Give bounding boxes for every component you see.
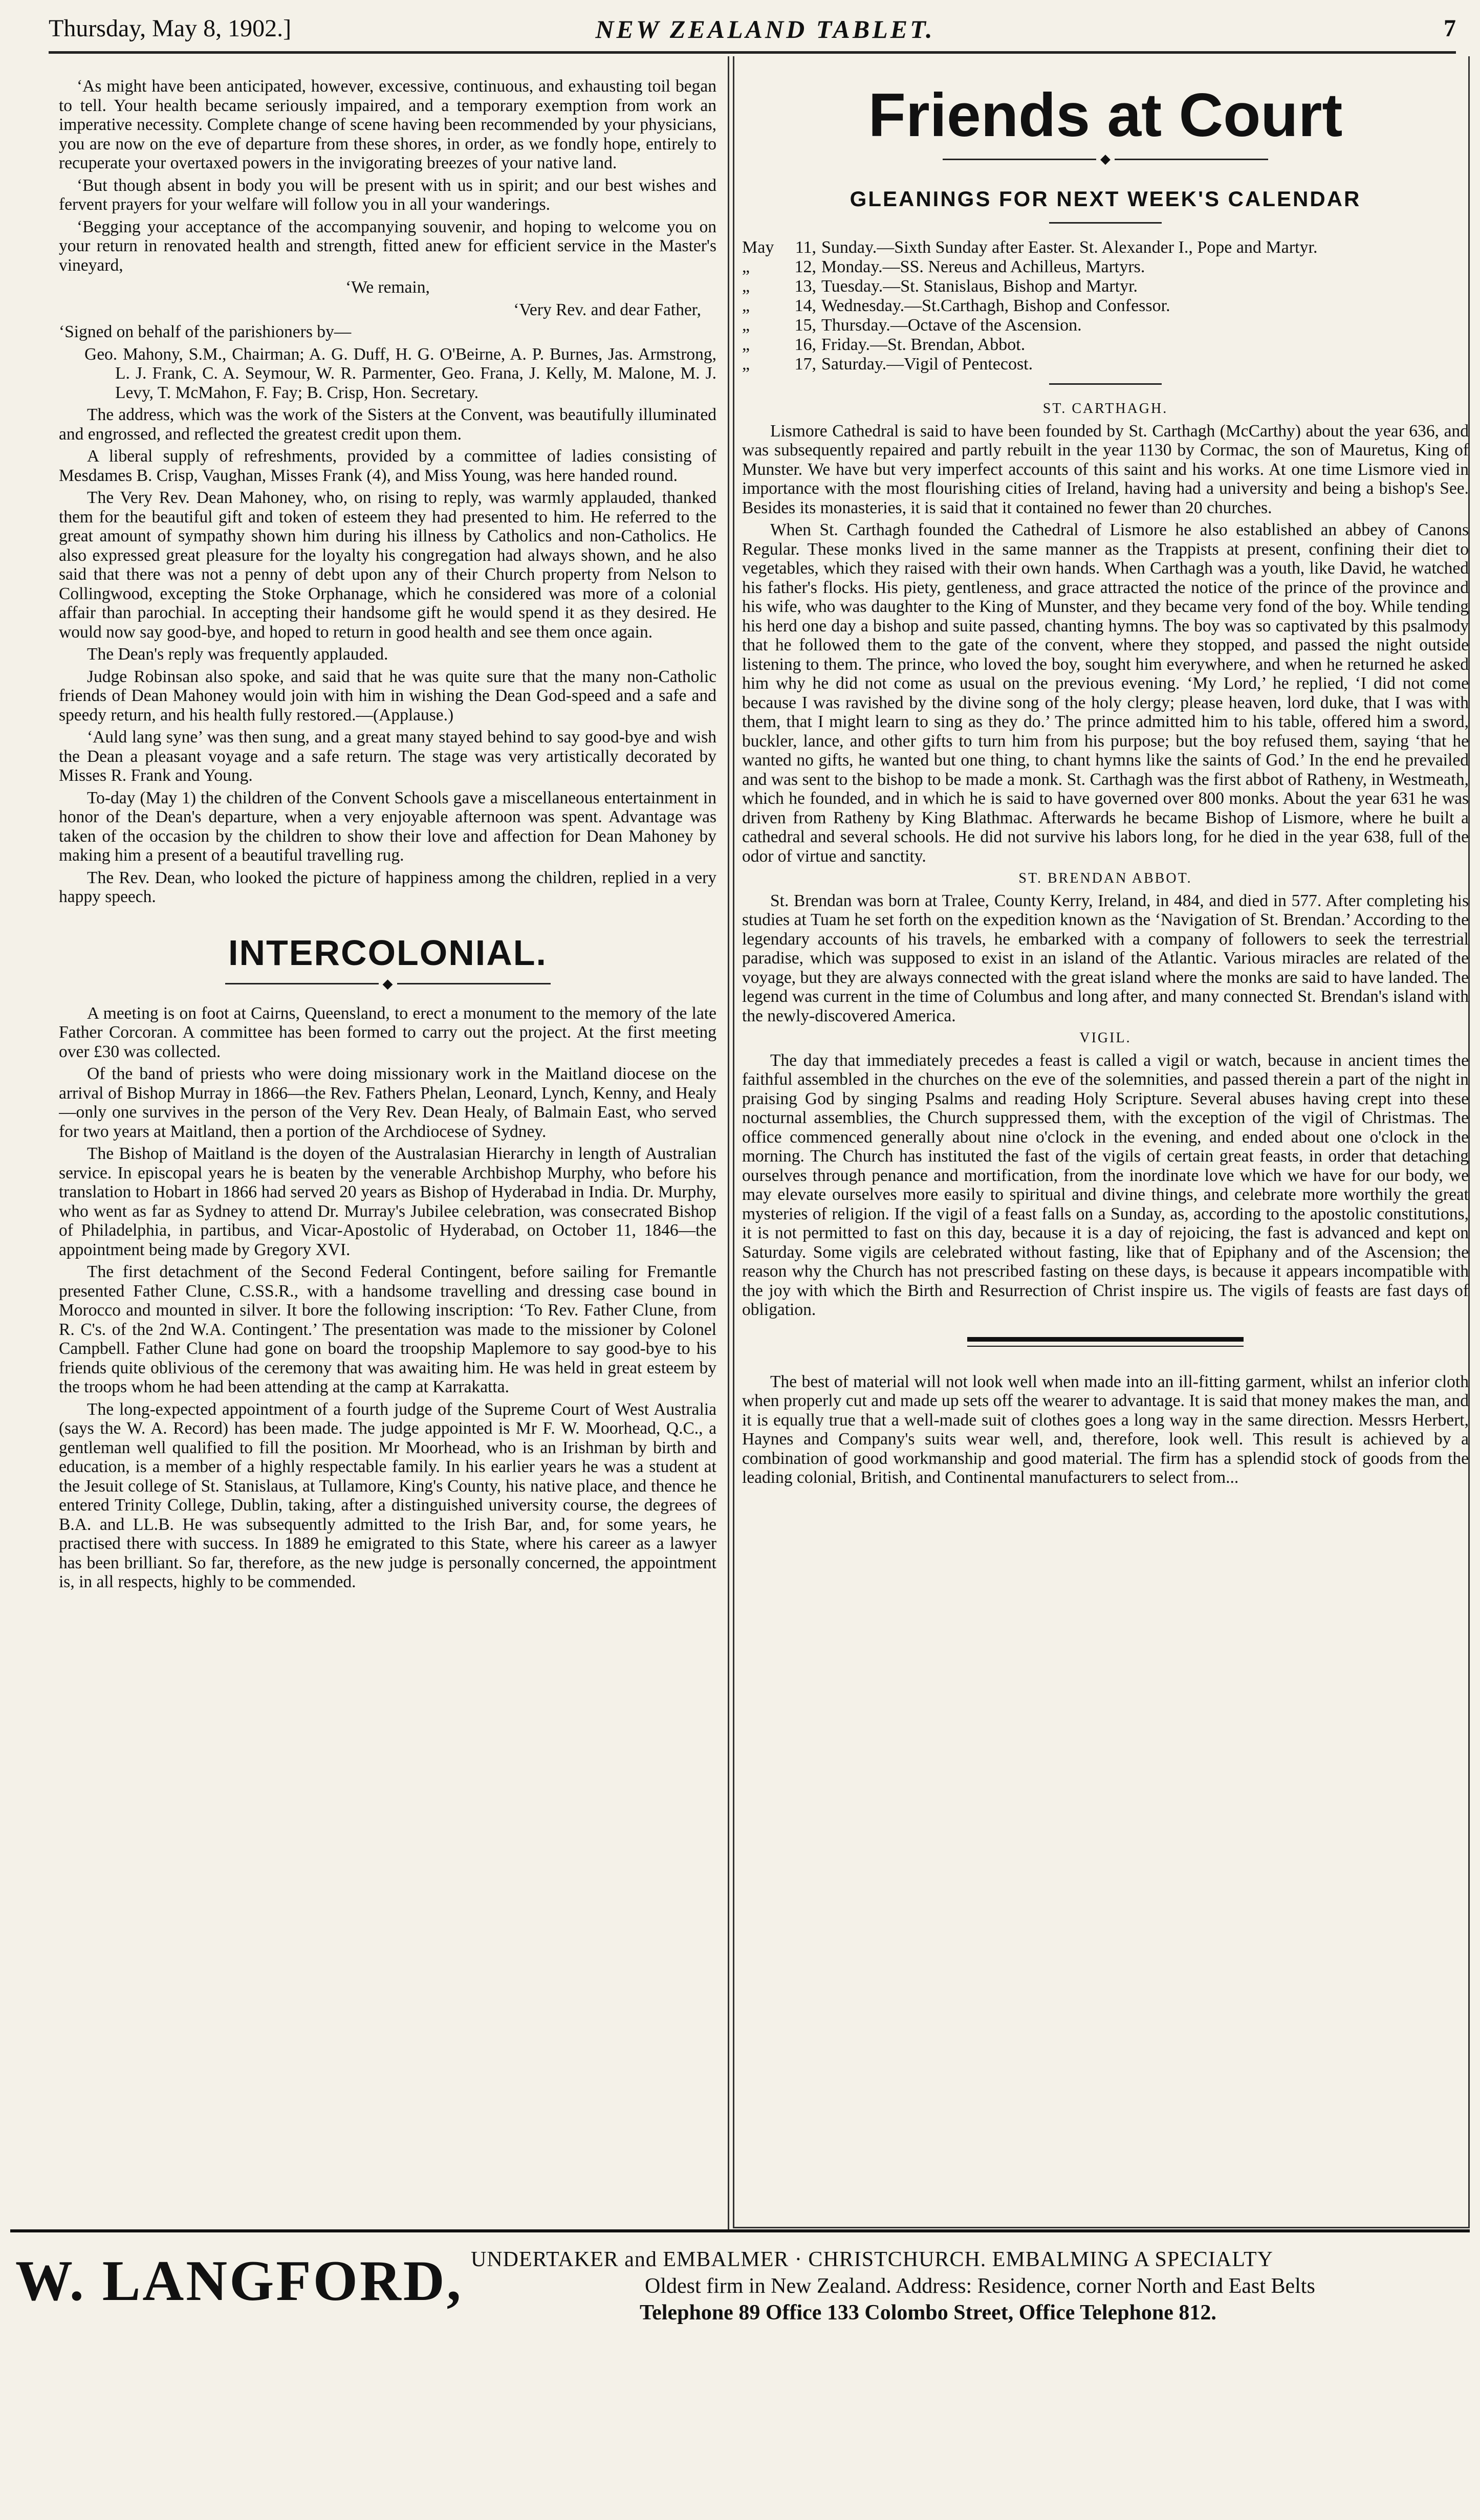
- intercolonial-paragraph: Of the band of priests who were doing missionary work in the Maitland diocese on the arrival of Bishop Murray in 1866—the Rev. Fathers Phelan, Leonard, Lynch, Kenny, and Healy—only one survives in the person of the Very Rev. Dean Healy, of Balmain East, who served for two years at Maitland, then a portion of the Archdiocese of Sydney.: [59, 1064, 716, 1141]
- brendan-heading: ST. BRENDAN ABBOT.: [1018, 870, 1192, 887]
- left-column: [59, 77, 716, 2210]
- article-paragraph: A liberal supply of refreshments, provided by a committee of ladies consisting of Mesdames B. Crisp, Vaughan, Misses Frank (4), and Miss Young, was here handed round.: [59, 447, 716, 485]
- address-paragraph: ‘Begging your acceptance of the accompanying souvenir, and hoping to welcome you on your return in renovated health and strength, fitted anew for efficient service in the Master's vineyard,: [59, 217, 716, 275]
- vigil-paragraph: The day that immediately precedes a feast is called a vigil or watch, because in ancient times the faithful assembled in the churches on the eve of the solemnities, and passed therein a part of the night in praising God by singing Psalms and reading Holy Scripture. Several abuses having crept into these nocturnal assemblies, the Church suppressed them, with the exception of the vigil of Christmas. The office commenced generally about nine o'clock in the evening, and ended about one o'clock in the morning. The Church has instituted the fast of the vigils of certain great feasts, in order that detaching ourselves through penance and mortification, from the inordinate love which we have for our body, we may elevate ourselves more easily to spiritual and divine things, and celebrate more worthily the great mysteries of religion. If the vigil of a feast falls on a Sunday, as, according to the apostolic constitutions, it is not permitted to fast on this day, because it is a day of rejoicing, the fast is advanced and kept on Saturday. Some vigils are celebrated without fasting, like that of Epiphany and of the Ascension; the reason why the Church has not prescribed fasting on these days, is because it appears incompatible with the joy with which the Birth and Resurrection of Christ inspire us. The vigils of feasts are fast days of obligation.: [742, 1050, 1469, 1320]
- rule: [1049, 222, 1162, 224]
- calendar-entry: „ 14, Wednesday.—St.Carthagh, Bishop and Confessor.: [742, 296, 1170, 316]
- intercolonial-paragraph: A meeting is on foot at Cairns, Queensland, to erect a monument to the memory of the late Father Corcoran. A committee has been formed to carry out the project. At the first meeting over £30 was collected.: [59, 1003, 716, 1061]
- vigil-heading: VIGIL.: [1079, 1030, 1131, 1046]
- intercolonial-paragraph: The long-expected appointment of a fourth judge of the Supreme Court of West Australia (says the W. A. Record) has been made. The judge appointed is Mr F. W. Moorhead, Q.C., a gentleman well qualified to fill the position. Mr Moorhead, who is an Irishman by birth and education, is a member of a highly respectable family. In his earlier years he was a student at the Jesuit college of St. Stanislaus, at Tullamore, King's County, his native place, and thence he entered Trinity College, Dublin, taking, after a distinguished university course, the degrees of B.A. and LL.B. He was subsequently admitted to the Irish Bar, and, for some years, he practised there with success. In 1889 he emigrated to this State, where his career as a lawyer has been brilliant. So far, therefore, as the new judge is personally concerned, the appointment is, in all respects, highly to be commended.: [59, 1399, 716, 1592]
- calendar-entry: „ 16, Friday.—St. Brendan, Abbot.: [742, 335, 1026, 355]
- advert-line-1: UNDERTAKER and EMBALMER · CHRISTCHURCH. EMBALMING A SPECIALTY: [471, 2248, 1273, 2271]
- calendar-entry: „ 17, Saturday.—Vigil of Pentecost.: [742, 355, 1033, 374]
- address-salutation: ‘Very Rev. and dear Father,: [513, 300, 701, 319]
- carthagh-paragraph: Lismore Cathedral is said to have been founded by St. Carthagh (McCarthy) about the year 636, and was subsequently repaired and partly rebuilt in the year 1130 by Cormac, the son of Mauretus, King of Munster. We have but very imperfect accounts of this saint and his works. At one time Lismore vied in importance with the most flourishing cities of Ireland, having had a university and being a bishop's See. Besides its monasteries, it is said that it contained no fewer than 20 churches.: [742, 421, 1469, 517]
- intercolonial-paragraph: The Bishop of Maitland is the doyen of the Australasian Hierarchy in length of Australian service. In episcopal years he is beaten by the venerable Archbishop Murphy, who before his translation to Hobart in 1866 had served 20 years as Bishop of Hyderabad in India. Dr. Murphy, who went as far as Sydney to attend Dr. Murray's Jubilee celebration, was consecrated Bishop of Philadelphia, in partibus, and Vicar-Apostolic of Hyderabad, on October 11, 1846—the appointment being made by Gregory XVI.: [59, 1144, 716, 1259]
- carthagh-paragraph: When St. Carthagh founded the Cathedral of Lismore he also established an abbey of Canons Regular. These monks lived in the same manner as the Trappists at present, confining their diet to vegetables, which they raised with their own hands. When Carthagh was a youth, like David, he watched his father's flocks. His piety, gentleness, and grace attracted the notice of the prince of the province and his wife, who was daughter to the King of Munster, and they became very fond of the boy. While tending his herd one day a bishop and suite passed, chanting hymns. The boy was so captivated by this psalmody that he followed them to the gate of the convent, where they stopped, and passed the night outside listening to them. The prince, who loved the boy, sought him everywhere, and when he returned he asked him why he did not come as usual on the previous evening. ‘My Lord,’ he replied, ‘I did not come because I was ravished by the divine song of the holy clergy; please heaven, lord duke, that I was with them, that I might learn to sing as they do.’ The prince admitted him to his table, offered him a sword, buckler, lance, and other gifts to turn him from his purpose; but the boy refused them, saying ‘that he wanted no gifts, he wanted but one thing, to chant hymns like the saints of God.’ In the end he prevailed and was sent to the bishop to be made a monk. St. Carthagh was the first abbot of Ratheny, in Westmeath, which he founded, and in which he is said to have governed over 800 monks. About the year 631 he was driven from Ratheny by King Blathmac. Afterwards he became Bishop of Lismore, where he built a cathedral and several schools. He did not survive his labors long, for he died in the year 638, full of the odor of virtue and sanctity.: [742, 520, 1469, 866]
- article-paragraph: The Dean's reply was frequently applauded.: [87, 645, 388, 664]
- calendar-subtitle: GLEANINGS FOR NEXT WEEK'S CALENDAR: [850, 187, 1361, 211]
- carthagh-heading: ST. CARTHAGH.: [1042, 401, 1168, 417]
- address-signed: ‘Signed on behalf of the parishioners by—: [59, 322, 352, 341]
- page-header: [49, 10, 1456, 54]
- rule: [1049, 383, 1162, 385]
- footer-rule: [10, 2229, 1470, 2232]
- calendar-entry: „ 15, Thursday.—Octave of the Ascension.: [742, 316, 1082, 335]
- ornament-divider: [59, 976, 716, 991]
- article-paragraph: ‘Auld lang syne’ was then sung, and a great many stayed behind to say good-bye and wish the Dean a pleasant voyage and a safe return. The stage was very artistically decorated by Misses R. Frank and Young.: [59, 728, 716, 785]
- calendar-entry: „ 12, Monday.—SS. Nereus and Achilleus, Martyrs.: [742, 257, 1145, 277]
- calendar-entry: „ 13, Tuesday.—St. Stanislaus, Bishop and Martyr.: [742, 277, 1138, 296]
- langford-advert: [10, 2237, 1470, 2513]
- advertiser-name: W. LANGFORD,: [15, 2249, 463, 2313]
- advert-line-2: Oldest firm in New Zealand. Address: Residence, corner North and East Belts: [645, 2274, 1315, 2298]
- signatories: Geo. Mahony, S.M., Chairman; A. G. Duff, H. G. O'Beirne, A. P. Burnes, Jas. Armstrong, L. J. Frank, C. A. Seymour, W. R. Parmenter, Geo. Frana, J. Kelly, M. Malone, M. J. Levy, T. McMahon, F. Fay; B. Crisp, Hon. Secretary.: [84, 344, 716, 402]
- diamond-icon: ◆: [382, 976, 393, 991]
- article-paragraph: The Very Rev. Dean Mahoney, who, on rising to reply, was warmly applauded, thanked them for the beautiful gift and token of esteem they had presented to him. He referred to the great amount of sympathy shown him during his illness by Catholics and non-Catholics. He also expressed great pleasure for the loyalty his congregation had always shown, and he also said that there was not a penny of debt upon any of their Church property from Nelson to Collingwood, excepting the Stoke Orphanage, which he considered was more of a colonial affair than parochial. In accepting their handsome gift he would spend it as they desired. He would now say good-bye, and hoped to return in good health and see them once again.: [59, 488, 716, 642]
- article-paragraph: The address, which was the work of the Sisters at the Convent, was beautifully illuminated and engrossed, and reflected the greatest credit upon them.: [59, 405, 716, 444]
- diamond-icon: ◆: [1100, 151, 1111, 167]
- article-paragraph: Judge Robinsan also spoke, and said that he was quite sure that the many non-Catholic friends of Dean Mahoney would join with him in wishing the Dean God-speed and a safe and speedy return, and his health fully restored.—(Applause.): [59, 667, 716, 725]
- thick-rule: [967, 1337, 1244, 1342]
- tailoring-advert: The best of material will not look well when made into an ill-fitting garment, whilst an inferior cloth when properly cut and made up sets off the wearer to advantage. It is said that money makes the man, and it is equally true that a well-made suit of clothes goes a long way in the same direction. Messrs Herbert, Haynes and Company's suits wear well, and, therefore, look well. This result is achieved by a combination of good workmanship and good material. The firm has a splendid stock of goods from the leading colonial, British, and Continental manufacturers to select from...: [742, 1372, 1469, 1487]
- masthead-title: NEW ZEALAND TABLET.: [595, 15, 935, 43]
- right-column: [742, 77, 1469, 2200]
- address-paragraph: ‘But though absent in body you will be present with us in spirit; and our best wishes and fervent prayers for your welfare will follow you in all your wanderings.: [59, 176, 716, 214]
- article-paragraph: To-day (May 1) the children of the Convent Schools gave a miscellaneous entertainment in honor of the Dean's departure, when a very enjoyable afternoon was spent. Advantage was taken of the occasion by the children to show their love and affection for Dean Mahoney by making him a present of a beautiful travelling rug.: [59, 788, 716, 865]
- intercolonial-heading: INTERCOLONIAL.: [228, 932, 547, 973]
- article-paragraph: The Rev. Dean, who looked the picture of happiness among the children, replied in a very happy speech.: [59, 868, 716, 906]
- address-paragraph: ‘As might have been anticipated, however, excessive, continuous, and exhausting toil began to tell. Your health became seriously impaired, and a temporary exemption from work an imperative necessity. Complete change of scene having been recommended by your physicians, you are now on the eve of departure from these shores, in order, as we fondly hope, entirely to recuperate your overtaxed powers in the invigorating breezes of your native land.: [59, 77, 716, 172]
- column-divider: [728, 56, 729, 2231]
- brendan-paragraph: St. Brendan was born at Tralee, County Kerry, Ireland, in 484, and died in 577. After completing his studies at Tuam he set forth on the expedition known as the ‘Navigation of St. Brendan.’ According to the legendary accounts of his travels, he embarked with a company of followers to seek the terrestrial paradise, which was supposed to exist in an island of the Atlantic. Various miracles are related of the voyage, but they are always connected with the great island where the monks are said to have landed. The legend was current in the time of Columbus and long after, and many connected St. Brendan's island with the newly-discovered America.: [742, 891, 1469, 1025]
- advert-line-3: Telephone 89 Office 133 Colombo Street, Office Telephone 812.: [640, 2301, 1216, 2325]
- friends-at-court-heading: Friends at Court: [868, 81, 1343, 149]
- calendar-entry: May 11, Sunday.—Sixth Sunday after Easter. St. Alexander I., Pope and Martyr.: [742, 238, 1318, 257]
- calendar-list: [742, 238, 1469, 374]
- issue-date: Thursday, May 8, 1902.]: [49, 15, 292, 42]
- thin-rule: [967, 1346, 1244, 1347]
- address-closing: ‘We remain,: [345, 278, 430, 297]
- ornament-divider: [742, 151, 1469, 166]
- intercolonial-paragraph: The first detachment of the Second Federal Contingent, before sailing for Fremantle presented Father Clune, C.SS.R., with a handsome travelling and dressing case bound in Morocco and mounted in silver. It bore the following inscription: ‘To Rev. Father Clune, from R. C's. of the 2nd W.A. Contingent.’ The presentation was made to the missioner by Colonel Campbell. Father Clune had gone on board the troopship Maplemore to say good-bye to his friends quite oblivious of the ceremony that was awaiting him. He was held in great esteem by the troops whom he had been attending at the camp at Karrakatta.: [59, 1262, 716, 1397]
- page-number: 7: [1444, 15, 1456, 42]
